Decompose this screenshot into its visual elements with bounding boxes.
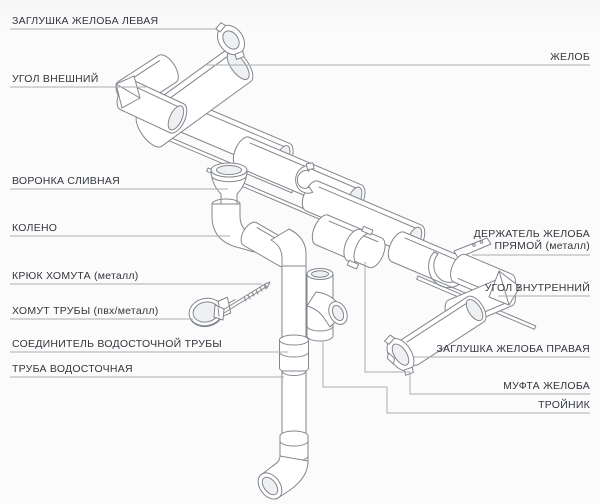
right-end-cap	[378, 293, 491, 381]
label-funnel: ВОРОНКА СЛИВНАЯ	[12, 175, 120, 187]
label-clamp-hook: КРЮК ХОМУТА (металл)	[12, 270, 139, 282]
label-gutter-bracket	[474, 228, 590, 252]
label-inner-corner: УГОЛ ВНУТРЕННИЙ	[484, 282, 590, 294]
label-pipe-connector: СОЕДИНИТЕЛЬ ВОДОСТОЧНОЙ ТРУБЫ	[12, 338, 222, 350]
tee-fitting	[307, 269, 351, 342]
label-elbow: КОЛЕНО	[12, 222, 58, 234]
label-left-end-cap: ЗАГЛУШКА ЖЕЛОБА ЛЕВАЯ	[12, 15, 159, 27]
label-downpipe: ТРУБА ВОДОСТОЧНАЯ	[12, 363, 133, 375]
label-gutter-bracket-line1: ДЕРЖАТЕЛЬ ЖЕЛОБА	[473, 228, 590, 240]
label-gutter-bracket-line2: ПРЯМОЙ (металл)	[494, 240, 590, 252]
label-gutter-union: МУФТА ЖЕЛОБА	[503, 380, 590, 392]
gutter-outlet-funnel	[211, 163, 247, 208]
label-right-end-cap: ЗАГЛУШКА ЖЕЛОБА ПРАВАЯ	[436, 343, 590, 355]
label-outer-corner: УГОЛ ВНЕШНИЙ	[12, 73, 99, 85]
pipe-clamp	[187, 292, 240, 329]
label-pipe-clamp: ХОМУТ ТРУБЫ (пвх/металл)	[12, 305, 159, 317]
label-tee: ТРОЙНИК	[538, 399, 590, 411]
label-gutter: ЖЕЛОБ	[550, 51, 590, 63]
downpipe	[253, 266, 308, 504]
